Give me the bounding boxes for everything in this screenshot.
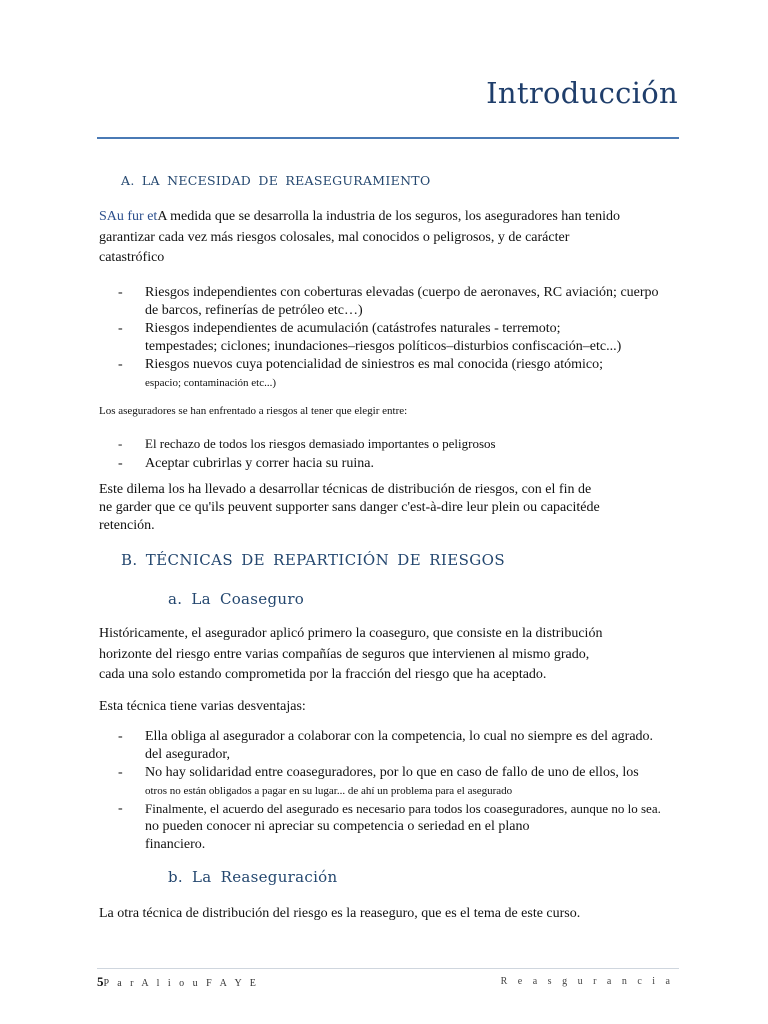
disadvantages-intro: Esta técnica tiene varias desventajas: [99,699,306,714]
coaseguro-paragraph: Históricamente, el asegurador aplicó primero la coaseguro, que consiste en la distribución horizonte del riesgo entre varias compañías de seguros que intervienen al mismo grado, cada una solo estando comprometida por la fracción del riesgo que ha aceptado. [99,626,603,682]
footer-author: P a r A l i o u F A Y E [103,978,259,989]
disadvantages-list [118,728,718,854]
bullet-dash: - [118,357,123,372]
footer-left [97,974,259,990]
page-number: 5 [97,974,104,989]
list-item: - Riesgos nuevos cuya potencialidad de siniestros es mal conocida (riesgo atómico; espacio; contaminación etc...) [118,357,603,389]
intro-line-2: garantizar cada vez más riesgos colosales, mal conocidos o peligrosos, y de carácter [99,229,570,245]
intro-line-1: SAu fur etA medida que se desarrolla la industria de los seguros, los aseguradores han tenido [99,209,620,224]
intro-prefix: SAu fur et [99,209,158,224]
bullet-dash: - [118,436,123,451]
bullet-dash: - [118,456,123,471]
subsection-coaseguro-heading: a. La Coaseguro [168,590,305,608]
bullet-dash: - [118,321,123,336]
list-item: - Aceptar cubrirlas y correr hacia su ruina. [118,456,374,471]
bullet-dash: - [118,765,123,780]
reaseguracion-paragraph: La otra técnica de distribución del riesgo es la reaseguro, que es el tema de este curso. [99,906,581,921]
title-divider [97,137,679,139]
bullet-dash: - [118,285,123,300]
section-a-heading: A. LA NECESIDAD DE REASEGURAMIENTO [121,173,431,188]
risk-list [118,284,718,392]
page-title: Introducción [486,76,678,110]
bullet-dash: - [118,729,123,744]
intro-paragraph [99,207,669,269]
list-item: - Riesgos independientes de acumulación (catástrofes naturales - terremoto; tempestades; ciclones; inundaciones–riesgos políticos–disturbios confiscación–etc...) [118,321,622,354]
dilemma-paragraph: Este dilema los ha llevado a desarrollar técnicas de distribución de riesgos, con el fin de ne garder que ce qu'ils peuvent supporter sans danger c'est-à-dire leur plein ou capacitéde retención. [99,482,600,533]
section-b-heading: B. TÉCNICAS DE REPARTICIÓN DE RIESGOS [121,551,506,569]
subsection-reaseguracion-heading: b. La Reaseguración [168,868,338,886]
bullet-dash: - [118,801,123,816]
list-item: - Ella obliga al asegurador a colaborar con la competencia, lo cual no siempre es del agrado. del asegurador, [118,729,654,762]
choice-intro: Los aseguradores se han enfrentado a riesgos al tener que elegir entre: [99,405,408,417]
list-item: - Finalmente, el acuerdo del asegurado es necesario para todos los coaseguradores, aunque no lo sea. no pueden conocer ni apreciar su competencia o seriedad en el plano financiero. [118,801,661,852]
list-item: - No hay solidaridad entre coaseguradores, por lo que en caso de fallo de uno de ellos, los otros no están obligados a pagar en su lugar... de ahí un problema para el asegurado [118,765,639,797]
list-item: - Riesgos independientes con coberturas elevadas (cuerpo de aeronaves, RC aviación; cuerpo de barcos, refinerías de petróleo etc…) [118,285,659,318]
list-item: - El rechazo de todos los riesgos demasiado importantes o peligrosos [118,436,496,451]
footer-course: R e a s g u r a n c i a [500,976,674,987]
intro-line-3: catastrófico [99,250,165,265]
choice-list [118,435,718,473]
footer-divider [97,968,679,969]
